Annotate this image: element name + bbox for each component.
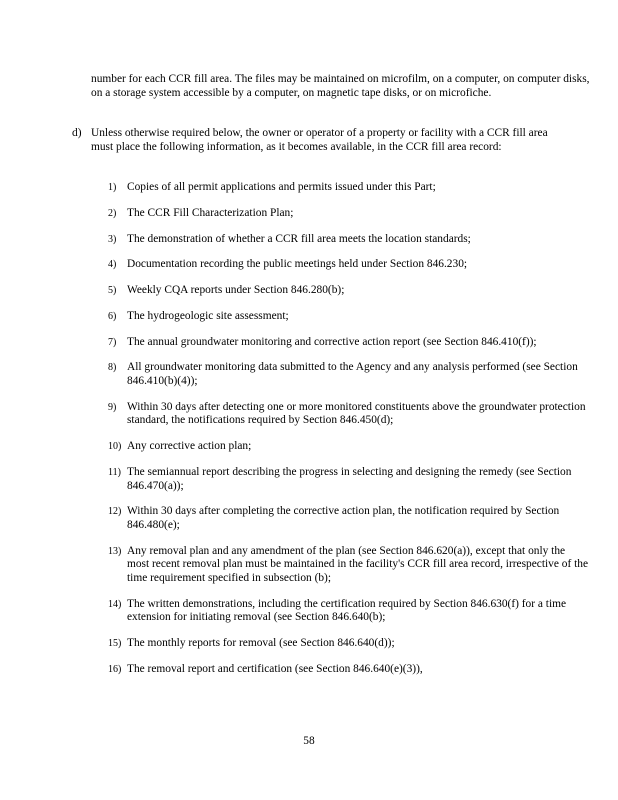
list-item-text: Any removal plan and any amendment of the plan (see Section 846.620(a)), except that only the most recent removal plan must be maintained in the facility's CCR fill area record, irrespective of the time requirement specified in subsection (b); <box>127 544 589 584</box>
list-item-number: 7) <box>108 336 117 348</box>
intro-paragraph: number for each CCR fill area. The files may be maintained on microfilm, on a computer, on computer disks, on a storage system accessible by a computer, on magnetic tape disks, or on microfiche. <box>91 73 590 99</box>
list-item-text: The demonstration of whether a CCR fill area meets the location standards; <box>127 232 471 245</box>
list-item <box>108 598 588 625</box>
list-item-number: 11) <box>108 467 121 478</box>
list-item-text: The written demonstrations, including the certification required by Section 846.630(f) for a time extension for initiating removal (see Section 846.640(b); <box>127 597 567 624</box>
list-item <box>108 466 588 493</box>
list-item-text: Documentation recording the public meetings held under Section 846.230; <box>127 258 468 271</box>
record-items-list <box>108 181 588 689</box>
subsection-d-text: Unless otherwise required below, the owner or operator of a property or facility with a CCR fill area must place the following information, as it becomes available, in the CCR fill area record: <box>91 127 548 153</box>
list-item-number: 10) <box>108 441 122 453</box>
list-item-text: Within 30 days after detecting one or more monitored constituents above the groundwater protection standard, the notifications required by Section 846.450(d); <box>127 400 586 427</box>
list-item-number: 2) <box>108 207 117 219</box>
list-item <box>108 663 588 677</box>
list-item-number: 13) <box>108 545 122 557</box>
list-item-number: 6) <box>108 310 117 322</box>
subsection-d <box>72 127 592 154</box>
list-item-number: 8) <box>108 362 117 374</box>
list-item-number: 14) <box>108 598 122 610</box>
list-item <box>108 505 588 532</box>
list-item <box>108 233 588 247</box>
list-item-number: 4) <box>108 259 117 271</box>
list-item-text: Copies of all permit applications and permits issued under this Part; <box>127 181 436 193</box>
list-item-text: Weekly CQA reports under Section 846.280(b); <box>127 284 345 297</box>
list-item-text: The annual groundwater monitoring and corrective action report (see Section 846.410(f)); <box>127 335 537 348</box>
list-item-text: The removal report and certification (see Section 846.640(e)(3)), <box>127 662 423 675</box>
list-item-number: 5) <box>108 285 117 297</box>
list-item <box>108 401 588 428</box>
list-item <box>108 440 588 454</box>
list-item-text: The semiannual report describing the progress in selecting and designing the remedy (see Section 846.470(a)); <box>127 466 572 492</box>
list-item <box>108 181 588 195</box>
list-item-text: The CCR Fill Characterization Plan; <box>127 206 294 219</box>
list-item <box>108 361 588 388</box>
list-item <box>108 336 588 350</box>
list-item <box>108 545 588 586</box>
list-item <box>108 207 588 221</box>
list-item-number: 1) <box>108 182 117 193</box>
page-number: 58 <box>303 735 315 747</box>
list-item-text: All groundwater monitoring data submitted to the Agency and any analysis performed (see Section 846.410(b)(4)); <box>127 361 578 388</box>
list-item <box>108 310 588 324</box>
list-item-text: The monthly reports for removal (see Section 846.640(d)); <box>127 637 395 650</box>
list-item-text: The hydrogeologic site assessment; <box>127 309 289 322</box>
list-item-number: 15) <box>108 638 122 650</box>
subsection-d-marker: d) <box>72 127 82 139</box>
list-item-number: 3) <box>108 233 117 245</box>
list-item-text: Within 30 days after completing the corrective action plan, the notification required by Section 846.480(e); <box>127 505 560 531</box>
list-item-number: 12) <box>108 506 122 518</box>
list-item-number: 9) <box>108 401 117 413</box>
list-item-text: Any corrective action plan; <box>127 440 252 453</box>
list-item <box>108 284 588 298</box>
list-item <box>108 258 588 272</box>
list-item <box>108 637 588 651</box>
list-item-number: 16) <box>108 663 122 675</box>
